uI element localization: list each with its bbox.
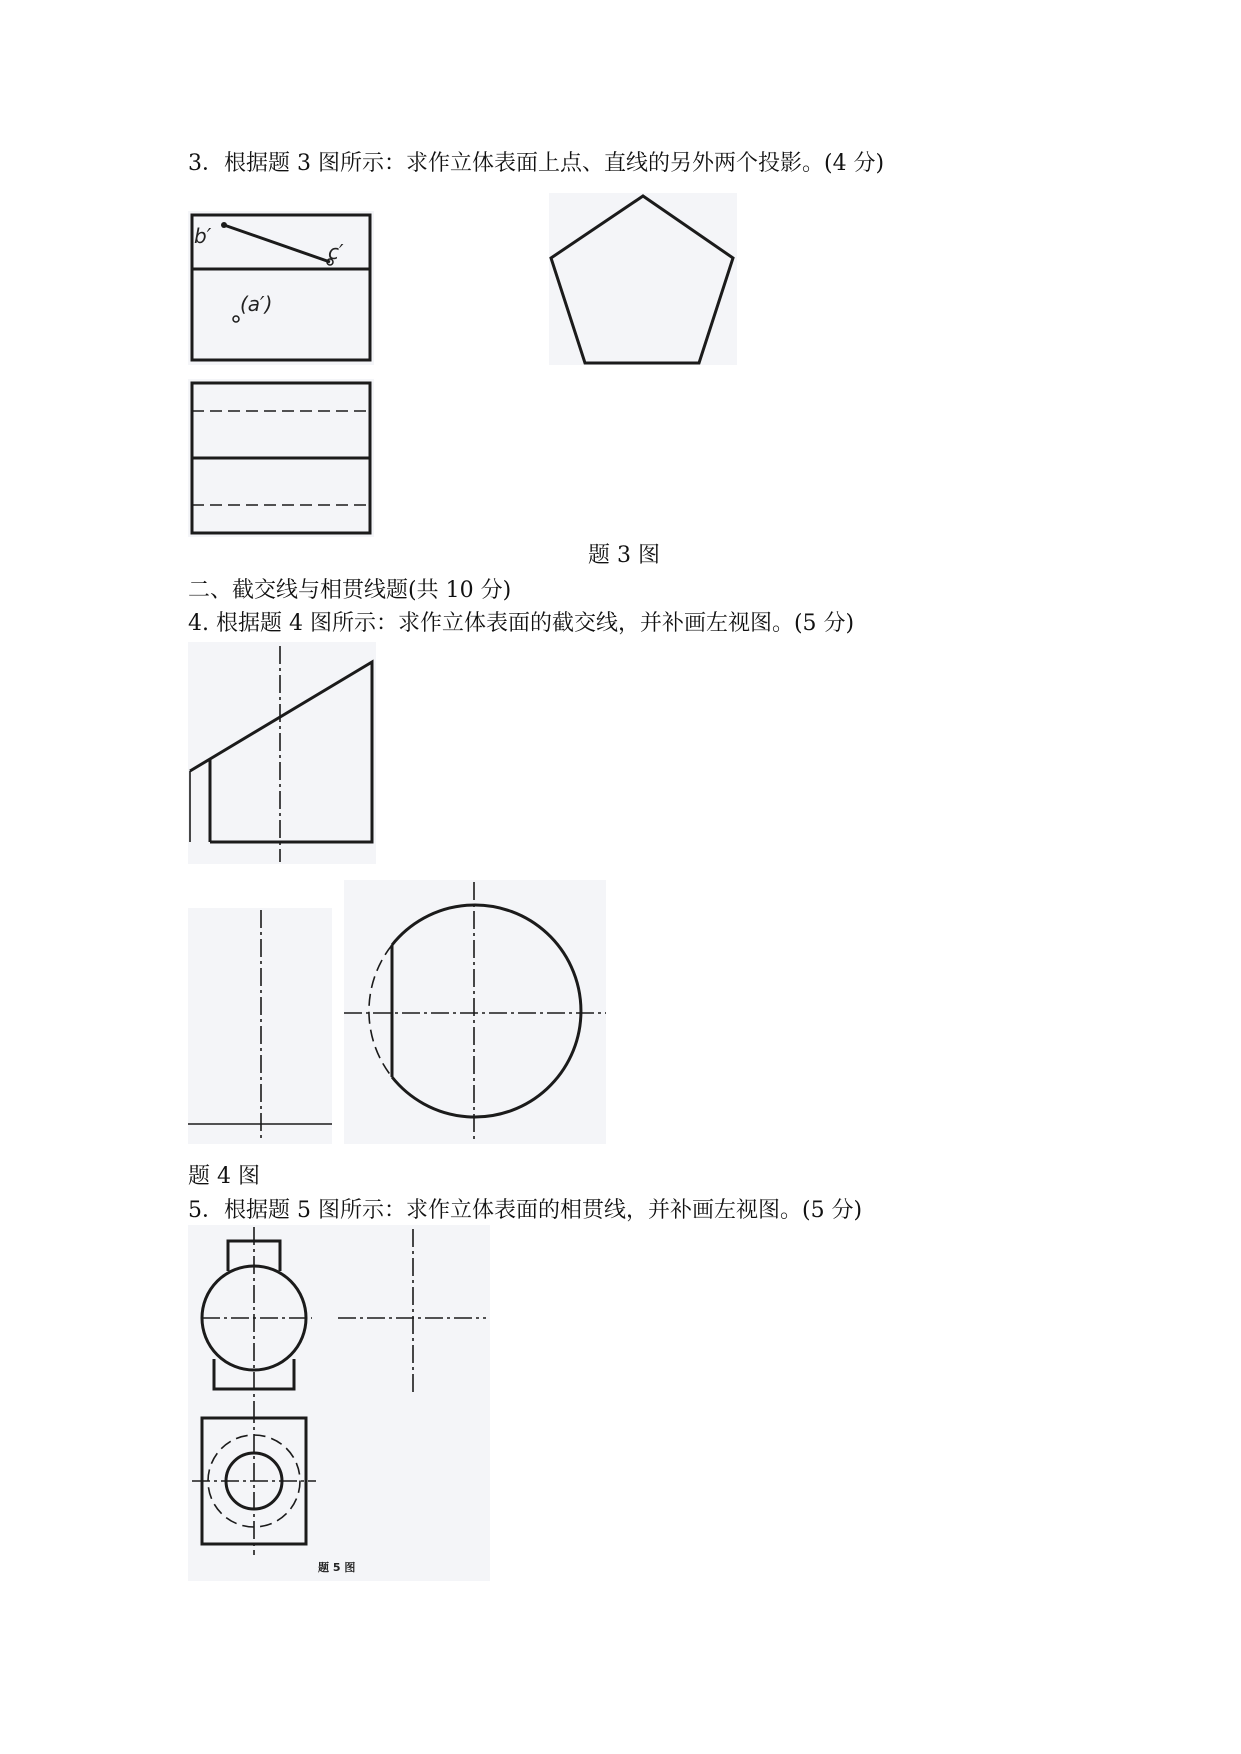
point-c-label: c′ xyxy=(328,240,344,264)
q5-figure xyxy=(188,1225,490,1581)
q4-front-view xyxy=(188,642,376,864)
q5-inner-caption: 题 5 图 xyxy=(318,1561,356,1574)
q3-side-view xyxy=(549,193,737,365)
q5-prompt: 5．根据题 5 图所示：求作立体表面的相贯线，并补画左视图。(5 分) xyxy=(188,1198,863,1223)
q3-prompt: 3．根据题 3 图所示：求作立体表面上点、直线的另外两个投影。(4 分) xyxy=(188,151,885,176)
q4-top-view xyxy=(344,880,606,1144)
section2-heading: 二、截交线与相贯线题(共 10 分) xyxy=(188,578,512,603)
point-a-label: (a′) xyxy=(240,292,273,316)
q3-top-view xyxy=(188,379,374,537)
q3-front-view xyxy=(188,211,374,365)
q4-left-view xyxy=(188,908,332,1144)
q4-caption: 题 4 图 xyxy=(188,1164,260,1189)
q3-caption: 题 3 图 xyxy=(588,543,660,568)
point-b-label: b′ xyxy=(194,224,212,248)
q4-prompt: 4. 根据题 4 图所示：求作立体表面的截交线，并补画左视图。(5 分) xyxy=(188,611,855,636)
